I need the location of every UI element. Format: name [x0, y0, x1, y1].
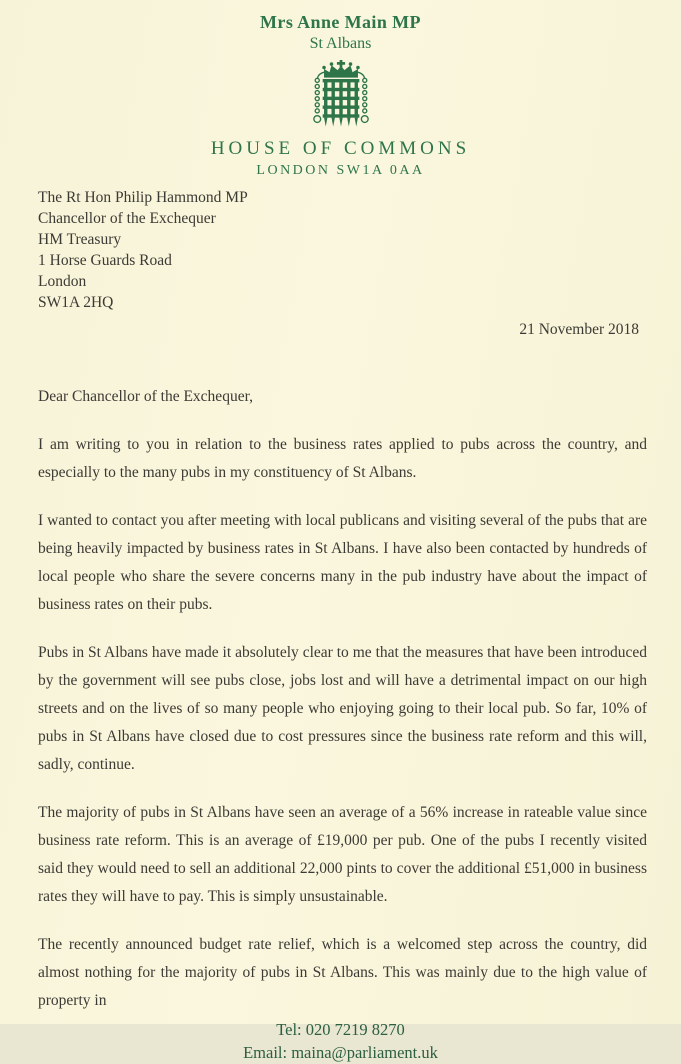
recipient-line: 1 Horse Guards Road: [38, 252, 172, 269]
body-paragraph: Pubs in St Albans have made it absolutely clear to me that the measures that have been introduced by the government will see pubs close, jobs lost and will have a detrimental impact on our high streets and on the lives of so many people who enjoying going to their local pub. So far, 10% of pubs in St Albans have closed due to cost pressures since the business rate reform and this will, sadly, continue.: [38, 644, 647, 773]
recipient-line: HM Treasury: [38, 231, 122, 248]
organisation-name: HOUSE OF COMMONS: [210, 138, 471, 159]
salutation: Dear Chancellor of the Exchequer,: [38, 388, 253, 405]
letterhead: [0, 0, 681, 179]
body-paragraph: The recently announced budget rate relief, which is a welcomed step across the country, did almost nothing for the majority of pubs in St Albans. This was mainly due to the high value of property in: [38, 936, 647, 1009]
recipient-line: The Rt Hon Philip Hammond MP: [38, 189, 248, 206]
body-paragraph: The majority of pubs in St Albans have seen an average of a 56% increase in rateable value since business rate reform. This is an average of £19,000 per pub. One of the pubs I recently visited said they would need to sell an additional 22,000 pints to cover the additional £51,000 in business rates they will have to pay. This is simply unsustainable.: [38, 804, 647, 905]
letter-date: 21 November 2018: [519, 321, 639, 338]
body-paragraph: I wanted to contact you after meeting with local publicans and visiting several of the pubs that are being heavily impacted by business rates in St Albans. I have also been contacted by hundreds of local people who share the severe concerns many in the pub industry have about the impact of business rates on their pubs.: [38, 512, 647, 613]
body-paragraph: I am writing to you in relation to the business rates applied to pubs across the country, and especially to the many pubs in my constituency of St Albans.: [38, 436, 647, 481]
recipient-line: Chancellor of the Exchequer: [38, 210, 216, 227]
recipient-line: London: [38, 273, 87, 290]
footer-email: Email: maina@parliament.uk: [243, 1043, 438, 1062]
recipient-address: [38, 187, 681, 313]
sender-constituency: St Albans: [309, 35, 372, 52]
recipient-line: SW1A 2HQ: [38, 294, 114, 311]
portcullis-crest-icon: [309, 60, 373, 136]
sender-name: Mrs Anne Main MP: [260, 12, 421, 32]
organisation-address: LONDON SW1A 0AA: [256, 163, 425, 178]
footer-telephone: Tel: 020 7219 8270: [276, 1020, 405, 1039]
letterhead-footer: [0, 1018, 681, 1064]
